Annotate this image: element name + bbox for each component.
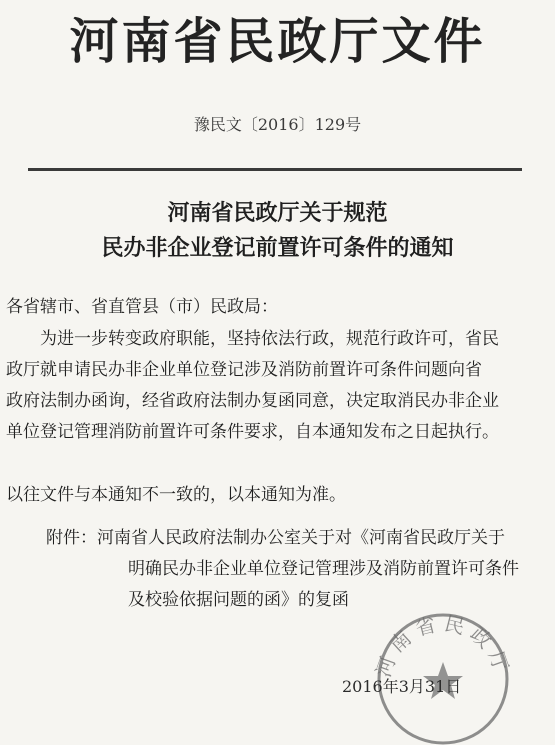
notice-title-line-1: 河南省民政厅关于规范	[167, 201, 388, 226]
issue-date: 2016年3月31日	[342, 677, 462, 696]
body-line: 以往文件与本通知不一致的，以本通知为准。	[6, 485, 346, 505]
attachment-line: 及校验依据问题的函》的复函	[128, 590, 349, 610]
body-line: 单位登记管理消防前置许可条件要求，自本通知发布之日起执行。	[6, 422, 499, 442]
seal-text: 河南省民政厅	[370, 610, 516, 681]
body-line: 政厅就申请民办非企业单位登记涉及消防前置许可条件问题向省	[6, 360, 482, 380]
document-number: 豫民文〔2016〕129号	[193, 115, 362, 134]
document-header-title: 河南省民政厅文件	[69, 13, 486, 70]
attachment-line: 明确民办非企业单位登记管理涉及消防前置许可条件	[128, 559, 519, 579]
notice-title-line-2: 民办非企业登记前置许可条件的通知	[101, 236, 454, 261]
body-line: 政府法制办函询，经省政府法制办复函同意，决定取消民办非企业	[6, 391, 499, 411]
salutation: 各省辖市、省直管县（市）民政局：	[6, 297, 278, 317]
header-divider	[28, 168, 522, 171]
attachment-line: 附件：河南省人民政府法制办公室关于对《河南省民政厅关于	[46, 528, 505, 548]
body-line: 为进一步转变政府职能，坚持依法行政，规范行政许可，省民	[40, 329, 499, 349]
